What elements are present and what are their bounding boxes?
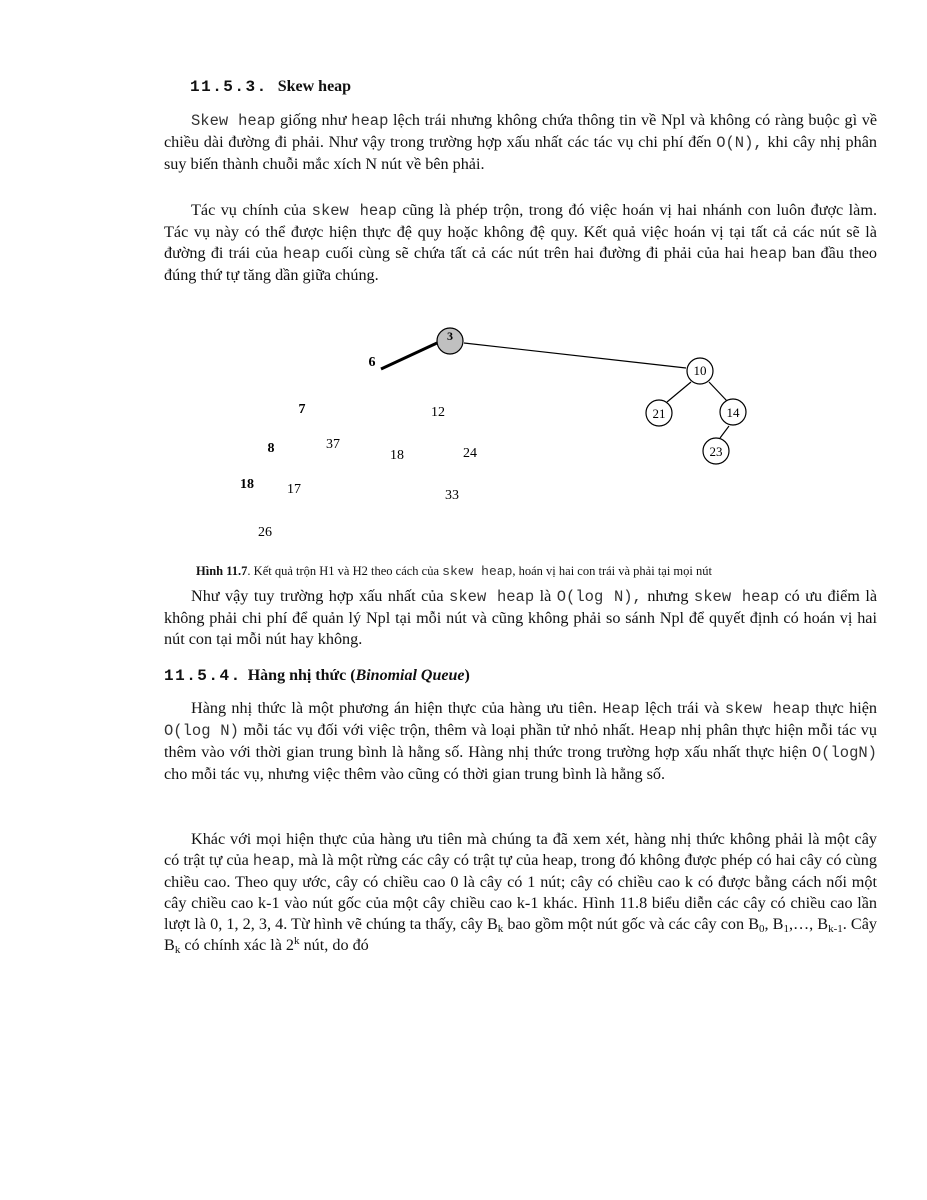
node-label-12: 12	[431, 405, 445, 420]
node-label-6: 6	[368, 355, 376, 370]
node-label-24: 24	[463, 446, 477, 461]
edge-3-10	[464, 343, 686, 368]
paragraph-binomial-intro: Hàng nhị thức là một phương án hiện thực của hàng ưu tiên. Heap lệch trái và skew heap thực hiện O(log N) mỗi tác vụ đối với việc trộn, thêm và loại phần tử nhỏ nhất. Heap nhị phân thực hiện mỗi tác vụ thêm vào với thời gian trung bình là hằng số. Hàng nhị thức trong trường hợp xấu nhất thực hiện O(logN) cho mỗi tác vụ, nhưng việc thêm vào cũng có thời gian trung bình là hằng số.	[164, 699, 877, 783]
node-label-21: 21	[652, 406, 666, 421]
node-label-14: 14	[726, 405, 740, 420]
node-label-10: 10	[693, 363, 707, 378]
paragraph-skew-heap-advantage: Như vậy tuy trường hợp xấu nhất của skew heap là O(log N), nhưng skew heap có ưu điểm là không phải chi phí để quản lý Npl tại mỗi nút và cũng không phải so sánh Npl để quyết định có hoán vị hai nút con tại mỗi nút hay không.	[164, 587, 878, 648]
edge-10-14	[709, 382, 727, 401]
figure-caption: Hình 11.7. Kết quả trộn H1 và H2 theo cách của skew heap, hoán vị hai con trái và phải tại mọi nút	[196, 564, 712, 579]
paragraph-binomial-definition: Khác với mọi hiện thực của hàng ưu tiên mà chúng ta đã xem xét, hàng nhị thức không phải là một cây có trật tự của heap, mà là một rừng các cây có trật tự của heap, trong đó không được phép có hai cây có cùng chiều cao. Theo quy ước, cây có chiều cao 0 là cây có 1 nút; cây có chiều cao k có được bằng cách nối một cây chiều cao k-1 vào nút gốc của một cây chiều cao k-1 khác. Hình 11.8 biểu diễn các cây có chiều cao lần lượt là 0, 1, 2, 3, 4. Từ hình vẽ chúng ta thấy, cây $B_k$ bao gồm một nút gốc và các cây con $B_0$, $B_1,\dots$, $B_{k-1}$. Cây $B_k$ có chính xác là 2$^k$ nút, do đó	[164, 830, 877, 956]
node-label-8: 8	[267, 441, 275, 456]
section-heading-binomial-queue: 11.5.4. Hàng nhị thức (Binomial Queue)	[164, 667, 470, 685]
section-number: 11.5.3.	[190, 78, 268, 96]
node-label-3: 3	[447, 329, 453, 343]
node-label-17: 17	[287, 482, 301, 497]
node-label-7: 7	[298, 402, 306, 417]
node-label-33: 33	[445, 488, 459, 503]
edge-14-23	[720, 426, 729, 438]
node-label-18-a: 18	[390, 448, 404, 463]
edge-10-21	[667, 382, 691, 402]
paragraph-skew-heap-intro: Skew heap giống như heap lệch trái nhưng không chứa thông tin về Npl và không có ràng buộc gì về chiều dài đường đi phải. Như vậy trong trường hợp xấu nhất các tác vụ chi phí đến O(N), khi cây nhị phân suy biến thành chuỗi mắc xích N nút về bên phải.	[164, 111, 878, 173]
node-label-18-b: 18	[240, 477, 254, 492]
section-title: Skew heap	[277, 78, 352, 95]
node-label-23: 23	[709, 444, 723, 459]
node-label-37: 37	[326, 437, 340, 452]
section-number: 11.5.4.	[164, 667, 242, 685]
paragraph-skew-heap-merge: Tác vụ chính của skew heap cũng là phép trộn, trong đó việc hoán vị hai nhánh con luôn được làm. Tác vụ này có thể được hiện thực đệ quy hoặc không đệ quy. Kết quả việc hoán vị tại tất cả các nút sẽ là đường đi trái của heap cuối cùng sẽ chứa tất cả các nút trên hai đường đi phải của hai heap ban đầu theo đúng thứ tự tăng dần giữa chúng.	[164, 201, 878, 284]
node-label-26: 26	[258, 525, 272, 540]
edge-3-6	[381, 343, 437, 369]
